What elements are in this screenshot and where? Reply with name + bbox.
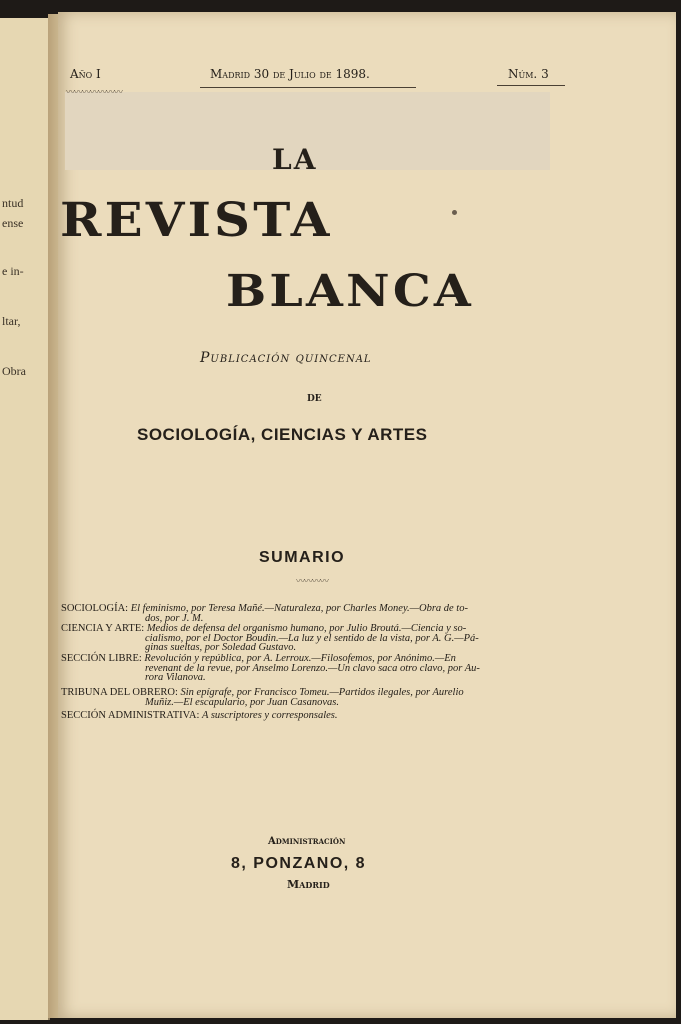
- ornament-wave: 〰〰〰〰: [296, 577, 329, 587]
- section-contents: Sin epígrafe, por Francisco Tomeu.—Partidos ilegales, por Aurelio: [180, 687, 464, 698]
- administration-city: Madrid: [287, 878, 330, 891]
- previous-page-fragment: e in-: [2, 264, 24, 278]
- summary-entry-sociologia: [61, 604, 581, 623]
- section-contents: rora Vilanova.: [145, 672, 206, 683]
- masthead-article: LA: [272, 143, 318, 176]
- previous-page-fragment: Obra: [2, 364, 26, 378]
- masthead-title-blanca: BLANCA: [226, 266, 475, 317]
- ornament-wave: 〰〰〰〰〰〰〰: [66, 88, 123, 98]
- previous-page-edge: [0, 18, 50, 1020]
- summary-heading: SUMARIO: [259, 549, 346, 566]
- section-contents: cialismo, por el Doctor Boudin.—La luz y el sentido de la vista, por A. G.—Pá-: [145, 632, 479, 644]
- section-contents: Medios de defensa del organismo humano, por Julio Broutá.—Ciencia y so-: [146, 623, 467, 634]
- summary-entry-seccion-libre: [61, 654, 581, 683]
- publication-frequency: Publicación quincenal: [200, 350, 372, 366]
- issue-number: Núm. 3: [508, 67, 549, 81]
- section-label: SECCIÓN ADMINISTRATIVA:: [61, 710, 200, 721]
- ornament-dot: [452, 210, 457, 215]
- administration-address: 8, PONZANO, 8: [231, 855, 367, 872]
- masthead-title-revista: REVISTA: [60, 193, 333, 248]
- previous-page-fragment: ntud: [2, 196, 24, 210]
- date-underline: [200, 87, 416, 88]
- section-contents: Revolución y república, por A. Lerroux.—Filosofemos, por Anónimo.—En: [144, 653, 456, 664]
- summary-entry-ciencia-arte: [61, 624, 581, 653]
- previous-page-fragment: ense: [2, 216, 24, 230]
- publication-tagline: SOCIOLOGÍA, CIENCIAS Y ARTES: [137, 425, 428, 444]
- section-contents: Muñiz.—El escapulario, por Juan Casanovas.: [145, 696, 339, 708]
- section-contents: revenant de la revue, por Anselmo Lorenzo.—Un clavo saca otro clavo, por Au-: [145, 662, 480, 674]
- section-contents: dos, por J. M.: [145, 612, 204, 624]
- section-contents: ginas sueltas, por Soledad Gustavo.: [145, 642, 297, 653]
- section-label: SECCIÓN LIBRE:: [61, 653, 142, 664]
- number-underline: [497, 85, 565, 86]
- section-label: CIENCIA Y ARTE:: [61, 623, 145, 634]
- previous-page-fragment: ltar,: [2, 314, 21, 328]
- section-contents: A suscriptores y corresponsales.: [202, 710, 338, 721]
- summary-entry-administrativa: [61, 711, 581, 721]
- section-contents: El feminismo, por Teresa Mañé.—Naturaleza, por Charles Money.—Obra de to-: [130, 603, 468, 614]
- administration-label: Administración: [268, 836, 346, 847]
- summary-entry-tribuna-obrero: [61, 688, 581, 707]
- issue-year: Año I: [70, 67, 101, 81]
- issue-date: Madrid 30 de Julio de 1898.: [210, 67, 370, 81]
- subtitle-connector: DE: [307, 394, 322, 404]
- section-label: SOCIOLOGÍA:: [61, 603, 129, 614]
- section-label: TRIBUNA DEL OBRERO:: [61, 687, 178, 698]
